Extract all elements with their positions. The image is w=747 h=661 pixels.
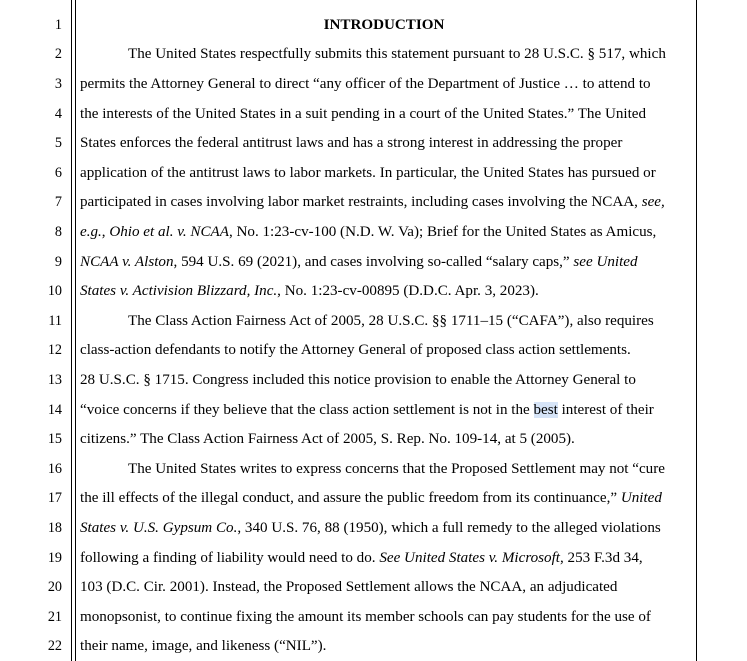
text-run: the ill effects of the illegal conduct, and assure the public freedom from its continuance,” [80, 490, 621, 506]
line-number: 3 [54, 76, 62, 92]
text-line [80, 548, 688, 568]
text-line: monopsonist, to continue fixing the amount its member schools can pay students for the use of [80, 609, 651, 625]
text-line: The United States writes to express concerns that the Proposed Settlement may not “cure [128, 461, 665, 477]
text-run: , 340 U.S. 76, 88 (1950), which a full remedy to the alleged violations [237, 520, 661, 536]
case-name: NCAA v. Alston [80, 254, 174, 270]
section-heading: INTRODUCTION [323, 17, 445, 33]
text-run: , No. 1:23-cv-100 (N.D. W. Va); Brief for the United States as Amicus, [228, 224, 657, 240]
text-line [80, 281, 688, 301]
text-line: The Class Action Fairness Act of 2005, 28 U.S.C. §§ 1711–15 (“CAFA”), also requires [128, 313, 654, 329]
text-run: , No. 1:23-cv-00895 (D.D.C. Apr. 3, 2023). [277, 283, 539, 299]
line-number: 1 [54, 17, 62, 33]
line-number: 12 [47, 342, 62, 358]
text-run: , [101, 224, 110, 240]
text-run: , 594 U.S. 69 (2021), and cases involving so-called “salary caps,” [173, 254, 574, 270]
text-run: participated in cases involving labor market restraints, including cases involving the NCAA, [80, 194, 642, 210]
citation-signal: see United [573, 254, 638, 270]
line-number: 11 [48, 313, 62, 329]
text-line: their name, image, and likeness (“NIL”). [80, 638, 327, 654]
line-number: 9 [54, 254, 62, 270]
text-run: following a finding of liability would need to do. [80, 550, 380, 566]
line-number: 16 [47, 461, 62, 477]
text-line: citizens.” The Class Action Fairness Act of 2005, S. Rep. No. 109-14, at 5 (2005). [80, 431, 575, 447]
line-number: 13 [47, 372, 62, 388]
line-number: 8 [54, 224, 62, 240]
case-name: Ohio et al. v. NCAA [109, 224, 229, 240]
line-number: 21 [47, 609, 62, 625]
text-line: The United States respectfully submits this statement pursuant to 28 U.S.C. § 517, which [128, 46, 666, 62]
case-name: United [620, 490, 662, 506]
highlighted-text[interactable]: best [533, 402, 558, 418]
case-name: States v. U.S. Gypsum Co. [80, 520, 238, 536]
line-number: 22 [47, 638, 62, 654]
line-number: 15 [47, 431, 62, 447]
left-margin-rule-inner [75, 0, 76, 661]
line-number: 14 [47, 402, 62, 418]
line-number: 19 [47, 550, 62, 566]
line-number: 2 [54, 46, 62, 62]
citation-signal: e.g. [80, 224, 102, 240]
text-line: 103 (D.C. Cir. 2001). Instead, the Proposed Settlement allows the NCAA, an adjudicated [80, 579, 618, 595]
line-number: 7 [54, 194, 62, 210]
text-run: interest of their [557, 402, 654, 418]
line-number: 18 [47, 520, 62, 536]
line-number: 10 [47, 283, 62, 299]
text-line [80, 518, 688, 538]
line-number: 20 [47, 579, 62, 595]
text-line [80, 192, 688, 212]
left-margin-rule [71, 0, 72, 661]
text-line [80, 400, 688, 420]
line-number: 4 [54, 106, 62, 122]
text-line: class-action defendants to notify the Attorney General of proposed class action settlements. [80, 342, 631, 358]
text-line: States enforces the federal antitrust laws and has a strong interest in addressing the proper [80, 135, 623, 151]
text-line: 28 U.S.C. § 1715. Congress included this notice provision to enable the Attorney General to [80, 372, 636, 388]
line-number: 17 [47, 490, 62, 506]
case-name: States v. Activision Blizzard, Inc. [80, 283, 278, 299]
line-number: 6 [54, 165, 62, 181]
text-line [80, 252, 688, 272]
text-line: the interests of the United States in a suit pending in a court of the United States.” The United [80, 106, 647, 122]
text-line: application of the antitrust laws to labor markets. In particular, the United States has pursued or [80, 165, 656, 181]
citation-signal: see, [641, 194, 665, 210]
text-line [80, 488, 688, 508]
text-run: “voice concerns if they believe that the class action settlement is not in the [80, 402, 534, 418]
case-name: See United States v. Microsoft [379, 550, 560, 566]
text-line [80, 222, 688, 242]
line-number: 5 [54, 135, 62, 151]
text-line: permits the Attorney General to direct “any officer of the Department of Justice … to attend to [80, 76, 651, 92]
text-run: , 253 F.3d 34, [560, 550, 643, 566]
